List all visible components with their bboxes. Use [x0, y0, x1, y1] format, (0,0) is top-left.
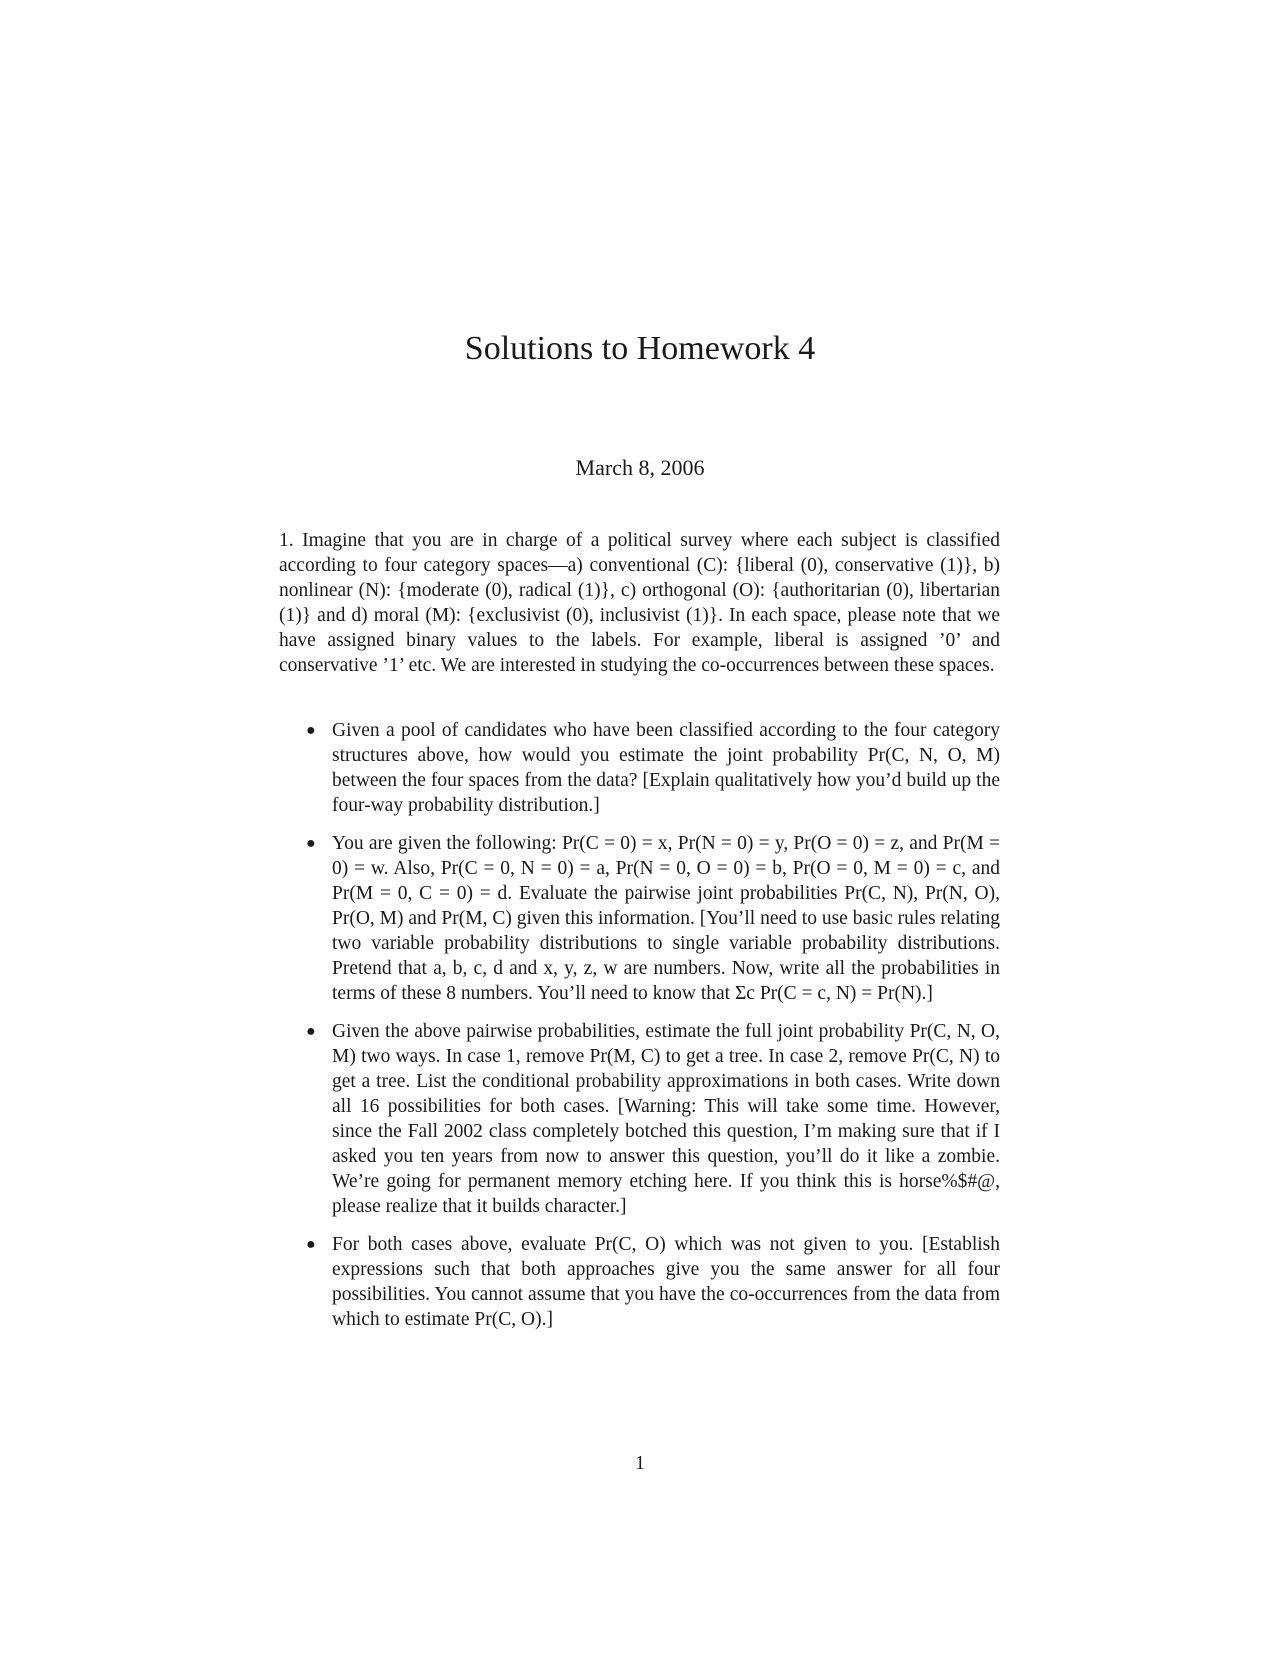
- document-date: March 8, 2006: [575, 455, 705, 480]
- subquestion-item: [302, 1019, 1000, 1219]
- subquestion-text: For both cases above, evaluate Pr(C, O) which was not given to you. [Establish expressions such that both approaches give you the same answer for all four possibilities. You cannot assume that you have the co-occurrences from the data from which to estimate Pr(C, O).]: [332, 1234, 1000, 1330]
- subquestion-text: You are given the following: Pr(C = 0) = x, Pr(N = 0) = y, Pr(O = 0) = z, and Pr(M = 0) = w. Also, Pr(C = 0, N = 0) = a, Pr(N = 0, O = 0) = b, Pr(O = 0, M = 0) = c, and Pr(M = 0, C = 0) = d. Evaluate the pairwise joint probabilities Pr(C, N), Pr(N, O), Pr(O, M) and Pr(M, C) given this information. [You’ll need to use basic rules relating two variable probability distributions to single variable probability distributions. Pretend that a, b, c, d and x, y, z, w are numbers. Now, write all the probabilities in terms of these 8 numbers. You’ll need to know that Σc Pr(C = c, N) = Pr(N).]: [332, 833, 1000, 1004]
- bullet-icon: ●: [306, 835, 316, 852]
- bullet-icon: ●: [306, 1236, 316, 1253]
- problem-1-statement: [279, 528, 1000, 678]
- subquestion-item: [302, 1232, 1000, 1332]
- subquestion-text: Given a pool of candidates who have been classified according to the four category structures above, how would you estimate the joint probability Pr(C, N, O, M) between the four spaces from the data? [Explain qualitatively how you’d build up the four-way probability distribution.]: [332, 720, 1000, 816]
- document-title: Solutions to Homework 4: [464, 330, 816, 367]
- bullet-icon: ●: [306, 1023, 316, 1040]
- subquestion-item: [302, 831, 1000, 1006]
- subquestion-item: [302, 718, 1000, 818]
- problem-1-subquestions: [302, 718, 1000, 1332]
- page-number: 1: [635, 1453, 645, 1474]
- bullet-icon: ●: [306, 722, 316, 739]
- problem-1-intro: 1. Imagine that you are in charge of a political survey where each subject is classified according to four category spaces—a) conventional (C): {liberal (0), conservative (1)}, b) nonlinear (N): {moderate (0), radical (1)}, c) orthogonal (O): {authoritarian (0), libertarian (1)} and d) moral (M): {exclusivist (0), inclusivist (1)}. In each space, please note that we have assigned binary values to the labels. For example, liberal is assigned ’0’ and conservative ’1’ etc. We are interested in studying the co-occurrences between these spaces.: [279, 530, 1000, 676]
- subquestion-text: Given the above pairwise probabilities, estimate the full joint probability Pr(C, N, O, M) two ways. In case 1, remove Pr(M, C) to get a tree. In case 2, remove Pr(C, N) to get a tree. List the conditional probability approximations in both cases. Write down all 16 possibilities for both cases. [Warning: This will take some time. However, since the Fall 2002 class completely botched this question, I’m making sure that if I asked you ten years from now to answer this question, you’ll do it like a zombie. We’re going for permanent memory etching here. If you think this is horse%$#@, please realize that it builds character.]: [332, 1021, 1000, 1217]
